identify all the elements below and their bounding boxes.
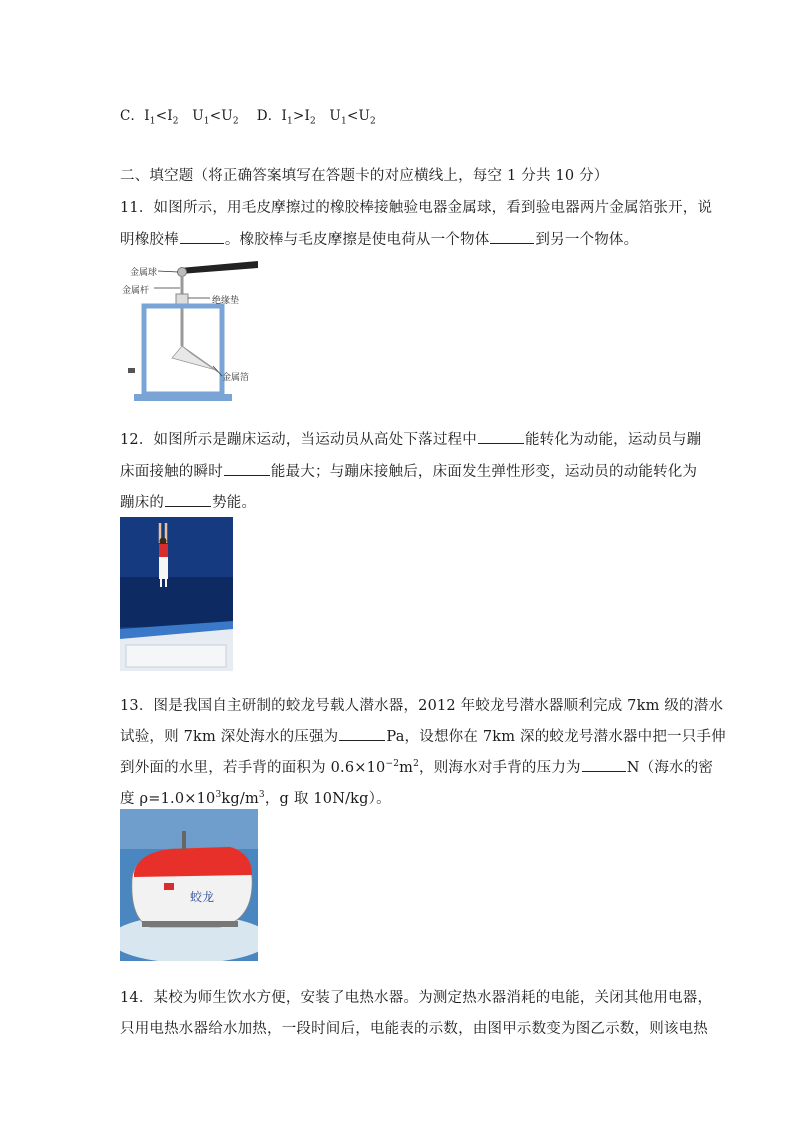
exponent: −2 <box>385 759 400 770</box>
q12-text: 床面接触的瞬时 <box>120 464 223 480</box>
q12-line3 <box>120 491 256 512</box>
q12-text: 能转化为动能，运动员与蹦 <box>524 432 702 448</box>
q13-text: m <box>399 760 414 776</box>
sub: 1 <box>203 116 210 127</box>
label-insulating-pad: 绝缘垫 <box>212 296 240 306</box>
option-d-u2: U <box>358 108 371 124</box>
option-c-u2: U <box>221 108 233 124</box>
answer-blank[interactable] <box>339 728 385 741</box>
q14-line2: 只用电热水器给水加热，一段时间后，电能表的示数，由图甲示数变为图乙示数，则该电热 <box>120 1021 708 1037</box>
answer-blank[interactable] <box>490 231 534 244</box>
q13-text: 试验，则 7km 深处海水的压强为 <box>120 729 339 745</box>
sub: 1 <box>341 116 347 127</box>
answer-blank[interactable] <box>165 494 211 507</box>
q13-text: ，则海水对手背的压力为 <box>419 760 581 776</box>
relation: < <box>209 108 222 124</box>
answer-blank[interactable] <box>478 431 524 444</box>
q13-line4 <box>120 787 391 808</box>
answer-blank[interactable] <box>224 463 270 476</box>
q12-text: 12．如图所示是蹦床运动，当运动员从高处下落过程中 <box>120 432 477 448</box>
q11-line2 <box>120 228 638 249</box>
label-metal-rod: 金属杆 <box>122 286 150 296</box>
relation: > <box>292 108 305 124</box>
q11-text: 。橡胶棒与毛皮摩擦是使电荷从一个物体 <box>224 232 490 248</box>
q12-text: 能最大；与蹦床接触后，床面发生弹性形变，运动员的动能转化为 <box>270 464 698 480</box>
q13-text: Pa，设想你在 7km 深的蛟龙号潜水器中把一只手伸 <box>386 729 726 745</box>
trampoline-photo <box>120 517 233 671</box>
option-d-i2: I <box>304 108 310 124</box>
label-metal-ball: 金属球 <box>130 268 158 278</box>
sub: 1 <box>287 116 293 127</box>
exponent: 2 <box>413 759 420 770</box>
q13-text: ，g 取 10N/kg）。 <box>264 791 391 807</box>
exponent: 3 <box>258 790 265 801</box>
q13-text: 到外面的水里，若手背的面积为 0.6×10 <box>120 760 386 776</box>
q12-line1 <box>120 428 701 449</box>
electroscope-illustration <box>118 258 268 406</box>
q12-text: 势能。 <box>212 495 257 511</box>
q11-line1: 11．如图所示，用毛皮摩擦过的橡胶棒接触验电器金属球，看到验电器两片金属箔张开，说 <box>120 200 713 216</box>
relation: < <box>346 108 359 124</box>
option-d-label: D． <box>256 108 282 124</box>
option-c-u1: U <box>192 108 204 124</box>
exponent: 3 <box>215 790 222 801</box>
sub: 2 <box>370 116 376 127</box>
q11-text: 到另一个物体。 <box>535 232 639 248</box>
q14-line1: 14．某校为师生饮水方便，安装了电热水器。为测定热水器消耗的电能，关闭其他用电器， <box>120 990 713 1006</box>
q13-line2 <box>120 725 726 746</box>
relation: < <box>155 108 168 124</box>
option-d-u1: U <box>329 108 341 124</box>
section-title: 二、填空题（将正确答案填写在答题卡的对应横线上，每空 1 分共 10 分） <box>120 168 609 184</box>
submersible-photo <box>120 809 258 961</box>
electroscope-figure <box>118 258 268 406</box>
options-line-cd <box>120 104 376 127</box>
sub: 2 <box>172 116 179 127</box>
sub: 1 <box>149 116 156 127</box>
q12-line2 <box>120 460 697 481</box>
q13-line3 <box>120 756 713 777</box>
sub: 2 <box>310 116 316 127</box>
option-c-label: C． <box>120 108 145 124</box>
q11-text: 明橡胶棒 <box>120 232 179 248</box>
q13-line1: 13．图是我国自主研制的蛟龙号载人潜水器，2012 年蛟龙号潜水器顺利完成 7km 级的潜水 <box>120 698 724 714</box>
option-d-i1: I <box>281 108 287 124</box>
q12-text: 蹦床的 <box>120 495 165 511</box>
label-metal-foil: 金属箔 <box>222 373 250 383</box>
answer-blank[interactable] <box>180 231 224 244</box>
q13-text: kg/m <box>221 791 259 807</box>
svg-text:蛟龙: 蛟龙 <box>190 890 215 904</box>
q13-text: 度 ρ=1.0×10 <box>120 791 216 807</box>
sub: 2 <box>232 116 239 127</box>
answer-blank[interactable] <box>582 759 626 772</box>
trampoline-illustration <box>120 517 233 671</box>
submersible-illustration <box>120 809 258 961</box>
q13-text: N（海水的密 <box>626 760 714 776</box>
option-c-i1: I <box>144 108 150 124</box>
option-c-i2: I <box>167 108 173 124</box>
